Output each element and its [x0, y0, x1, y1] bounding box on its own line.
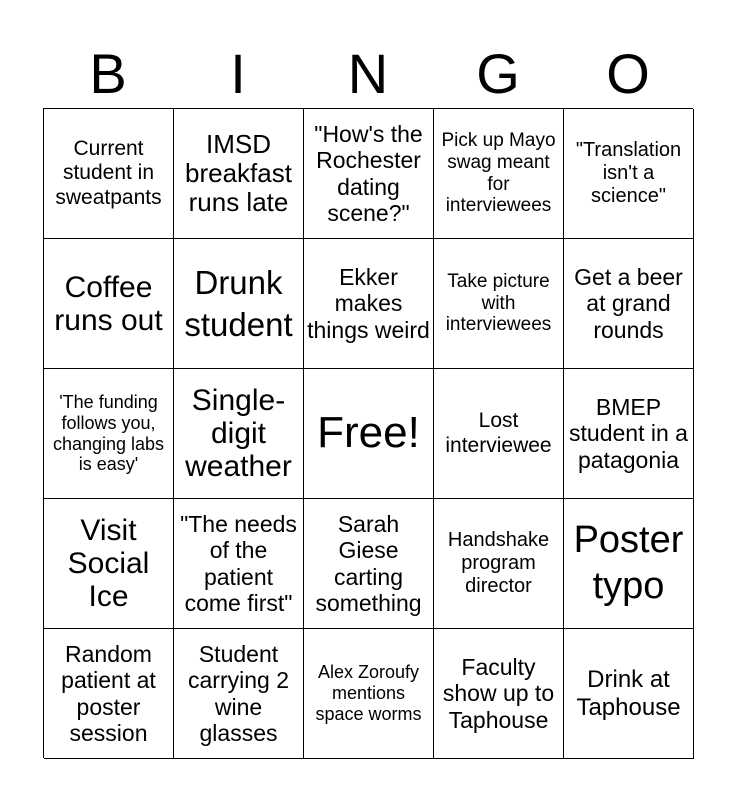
header-letter-o: O: [606, 42, 650, 105]
bingo-cell[interactable]: Current student in sweatpants: [44, 109, 174, 239]
bingo-cell[interactable]: Handshake program director: [434, 499, 564, 629]
header-letter-i: I: [230, 42, 246, 105]
header-letter-g: G: [476, 42, 520, 105]
header-letter-b: B: [89, 42, 127, 105]
bingo-cell[interactable]: BMEP student in a patagonia: [564, 369, 694, 499]
bingo-cell[interactable]: IMSD breakfast runs late: [174, 109, 304, 239]
bingo-cell[interactable]: Take picture with interviewees: [434, 239, 564, 369]
free-space-cell[interactable]: Free!: [304, 369, 434, 499]
bingo-cell[interactable]: Drink at Taphouse: [564, 629, 694, 759]
bingo-cell[interactable]: Drunk student: [174, 239, 304, 369]
bingo-cell[interactable]: Random patient at poster session: [44, 629, 174, 759]
bingo-cell[interactable]: 'The funding follows you, changing labs is easy': [44, 369, 174, 499]
bingo-cell[interactable]: Student carrying 2 wine glasses: [174, 629, 304, 759]
header-letter-n: N: [347, 42, 389, 105]
bingo-header: [43, 40, 693, 108]
bingo-cell[interactable]: Visit Social Ice: [44, 499, 174, 629]
bingo-cell[interactable]: Sarah Giese carting something: [304, 499, 434, 629]
bingo-cell[interactable]: Get a beer at grand rounds: [564, 239, 694, 369]
bingo-cell[interactable]: "Translation isn't a science": [564, 109, 694, 239]
bingo-cell[interactable]: Poster typo: [564, 499, 694, 629]
bingo-cell[interactable]: Faculty show up to Taphouse: [434, 629, 564, 759]
bingo-cell[interactable]: Lost interviewee: [434, 369, 564, 499]
bingo-cell[interactable]: Ekker makes things weird: [304, 239, 434, 369]
bingo-cell[interactable]: Single-digit weather: [174, 369, 304, 499]
bingo-cell[interactable]: Pick up Mayo swag meant for interviewees: [434, 109, 564, 239]
bingo-cell[interactable]: Coffee runs out: [44, 239, 174, 369]
bingo-card-grid: [43, 108, 693, 758]
bingo-cell[interactable]: "The needs of the patient come first": [174, 499, 304, 629]
bingo-cell[interactable]: Alex Zoroufy mentions space worms: [304, 629, 434, 759]
bingo-cell[interactable]: "How's the Rochester dating scene?": [304, 109, 434, 239]
